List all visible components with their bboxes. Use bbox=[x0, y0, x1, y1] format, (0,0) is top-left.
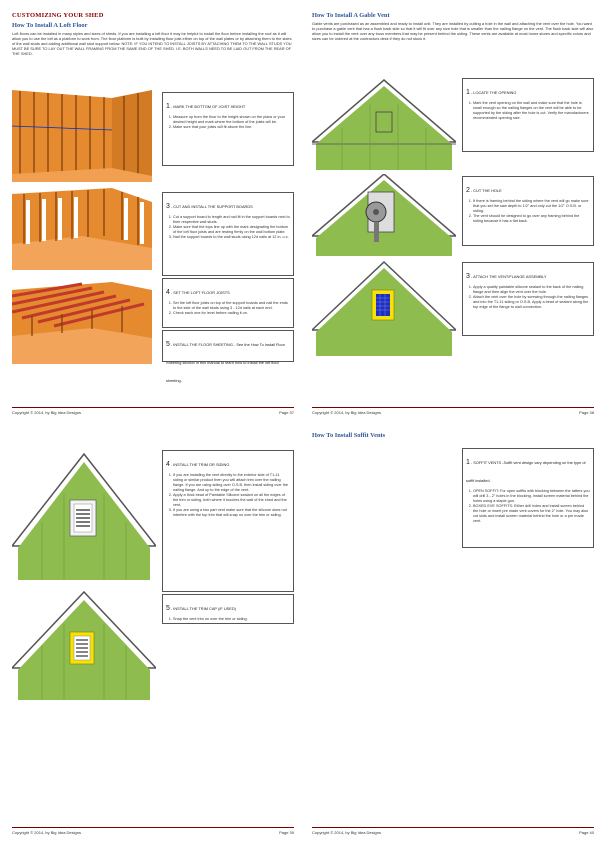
page-number: Page 39 bbox=[279, 830, 294, 835]
step-item: 1. Cut a support board to length and nail fit in the support boards next to their respective wall studs. bbox=[173, 215, 290, 225]
step-item: 1. If there is framing behind the siding where the vent will go make sure that you set the saw depth to 1/2" and only cut the 1/2" O.S.B. or siding. bbox=[473, 199, 590, 214]
step-number: 5 bbox=[166, 605, 170, 612]
step-title: - INSTALL THE FLOOR SHEETING - See the How To Install Floor Sheeting section in this manual to learn how to install the loft floor sheeting. bbox=[166, 342, 285, 383]
step-item: 1. Mark the vent opening on the wall and make sure that the hole is small enough so the nailing flanges on the vent will be able to be supported by the siding after the hole is cut. Verify the manufacturers recommended opening size. bbox=[473, 101, 590, 121]
page-number: Page 40 bbox=[579, 830, 594, 835]
step-item: 2. BOXED EVE SOFFITS: Either drill holes and install screen behind the hole or insert pre made vent covers for the 2" hole. You may also cut slots and install screen material behind the hole or a pre made vent. bbox=[473, 504, 590, 524]
page-footer bbox=[312, 827, 594, 842]
page-number: Page 37 bbox=[279, 410, 294, 415]
step-item: 1. If you are installing the vent directly to the exterior side of T1-11 siding or similar product then you will attach trim over the nailing flange. If you are using siding over O.S.B. then install siding over the nailing flange. And up to the edge of the vent. bbox=[173, 473, 290, 493]
step-box-1 bbox=[462, 78, 594, 152]
page-heading: How To Install A Gable Vent bbox=[312, 12, 390, 19]
vent-trim-illustration bbox=[12, 450, 156, 580]
page-heading: How To Install A Loft Floor bbox=[12, 22, 88, 29]
step-number: 1 bbox=[466, 89, 470, 96]
step-title: - MARK THE BOTTOM OF JOIST HEIGHT bbox=[170, 104, 246, 109]
step-box-4 bbox=[162, 278, 294, 328]
step-box-1 bbox=[462, 448, 594, 548]
loft-joist-height-illustration bbox=[12, 90, 152, 182]
step-item: 2. Attach the vent over the hole by screwing through the nailing flanges and into the T1-11 siding or O.S.B. Apply a bead of sealant along the top edge of the flange to wall connection. bbox=[473, 295, 590, 310]
copyright: Copyright © 2014, by Big Idea Designs bbox=[12, 830, 81, 835]
step-item: 3. Nail the support boards to the wall studs using 12d nails at 12 in. o.c. bbox=[173, 235, 290, 240]
step-box-5 bbox=[162, 330, 294, 383]
step-box-3 bbox=[462, 262, 594, 336]
step-title: - LOCATE THE OPENING bbox=[470, 90, 517, 95]
cut-hole-illustration bbox=[312, 174, 456, 256]
step-title: - INSTALL THE TRIM OR SIDING bbox=[170, 462, 230, 467]
section-title: CUSTOMIZING YOUR SHED bbox=[12, 12, 104, 19]
step-number: 2 bbox=[466, 187, 470, 194]
step-title: - ATTACH THE VENT/FLANGE ASSEMBLY bbox=[470, 274, 547, 279]
loft-joists-illustration bbox=[12, 276, 152, 364]
step-number: 4 bbox=[166, 461, 170, 468]
step-number: 3 bbox=[466, 273, 470, 280]
step-box-3 bbox=[162, 192, 294, 276]
page-footer bbox=[12, 407, 294, 422]
intro-paragraph: Gable vents are purchased as an assembled and ready to install unit. They are installed by cutting a hole in the wall and attaching the vent over the hole. You want to purchase a gable vent that has a flush back side so that it will fit over any size hole that is smaller than the nailing flange on the vent. The flush back side will also allow you to install the vent over any truss members that may be present behind the siding. These vents are available at most home stores and specific colors and sizes can be ordered at the contractors desk if they do not stock it. bbox=[312, 21, 594, 41]
step-box-1 bbox=[162, 92, 294, 166]
step-title: - SET THE LOFT FLOOR JOISTS bbox=[170, 290, 230, 295]
step-item: 2. Check each one for level before nailing it on. bbox=[173, 311, 290, 316]
copyright: Copyright © 2014, by Big Idea Designs bbox=[312, 410, 381, 415]
step-number: 1 bbox=[466, 459, 470, 466]
step-item: 1. Apply a quality paintable silicone sealant to the back of the nailing flange and then align the vent over the hole. bbox=[473, 285, 590, 295]
step-title: - CUT AND INSTALL THE SUPPORT BOARDS bbox=[170, 204, 253, 209]
step-item: 1. Set the loft floor joists on top of the support boards and nail the ends to the side of the wall studs using 3 - 12d nails at each end. bbox=[173, 301, 290, 311]
step-title: - CUT THE HOLE bbox=[470, 188, 502, 193]
step-item: 1. OPEN SOFFIT: For open soffits with blocking between the rafters you will drill 3 - 2" holes in the blocking. Install screen material behind the holes using a staple gun. bbox=[473, 489, 590, 504]
support-boards-illustration bbox=[12, 188, 152, 270]
step-item: 1. Snap the vent trim on over the trim or siding. bbox=[173, 617, 290, 622]
step-item: 2. Make sure that the tops line up with the mark designating the bottom of the loft floor joists and are resting firmly on the wall bottom plate. bbox=[173, 225, 290, 235]
trim-cap-illustration bbox=[12, 590, 156, 700]
step-number: 4 bbox=[166, 289, 170, 296]
step-box-5 bbox=[162, 594, 294, 624]
page-heading: How To Install Soffit Vents bbox=[312, 432, 386, 439]
step-number: 5 bbox=[166, 341, 170, 348]
attach-vent-illustration bbox=[312, 260, 456, 356]
manual-page-37 bbox=[12, 12, 294, 422]
manual-page-40 bbox=[312, 432, 594, 842]
step-title: - INSTALL THE TRIM CAP (IF USED) bbox=[170, 606, 236, 611]
step-item: 1. Measure up from the floor to the height shown on the plans or your desired height and mark where the bottom of the joists will be. bbox=[173, 115, 290, 125]
step-item: 2. Make sure that your joists will fit above the line. bbox=[173, 125, 290, 130]
page-number: Page 38 bbox=[579, 410, 594, 415]
copyright: Copyright © 2014, by Big Idea Designs bbox=[312, 830, 381, 835]
copyright: Copyright © 2014, by Big Idea Designs bbox=[12, 410, 81, 415]
manual-page-39 bbox=[12, 432, 294, 842]
page-footer bbox=[12, 827, 294, 842]
page-footer bbox=[312, 407, 594, 422]
gable-opening-illustration bbox=[312, 78, 456, 170]
step-item: 3. If you are using a two part vent make sure that the silicone does not interfere with the top trim that will snap on over the trim or siding. bbox=[173, 508, 290, 518]
manual-page-38 bbox=[312, 12, 594, 422]
step-title: - SOFFIT VENTS -Soffit vent design vary depending on the type of soffit installed. bbox=[466, 460, 586, 483]
step-item: 2. The vent should be designed to go over any framing behind the siding because it has a flat back. bbox=[473, 214, 590, 224]
step-item: 2. Apply a thick bead of Paintable Silicone sealant on all the edges of the trim or siding, both where it touches the wall of the shed and the vent. bbox=[173, 493, 290, 508]
intro-paragraph: Loft floors can be installed in many styles and sizes of sheds. If you are installing a loft floor it may be helpful to install the floor before installing the roof as it will allow you to use the loft as a platform to work from. The floor platform is built by installing floor joist either on top of the wall plates or by attaching them to the sides of the wall studs and adding additional wall stud support below. NOTE: IF YOU INTEND TO INSTALL JOISTS BY ATTACHING THEM TO THE WALL STUDS YOU MUST BE SURE TO LAY OUT THE WALL FRAMING FROM THE SAME END OF THE SHED. I.E. BOTH WALLS NEED TO BE LAID OUT FROM THE REAR OF THE SHED. bbox=[12, 31, 292, 56]
step-box-2 bbox=[462, 176, 594, 246]
step-number: 3 bbox=[166, 203, 170, 210]
step-number: 1 bbox=[166, 103, 170, 110]
step-box-4 bbox=[162, 450, 294, 592]
